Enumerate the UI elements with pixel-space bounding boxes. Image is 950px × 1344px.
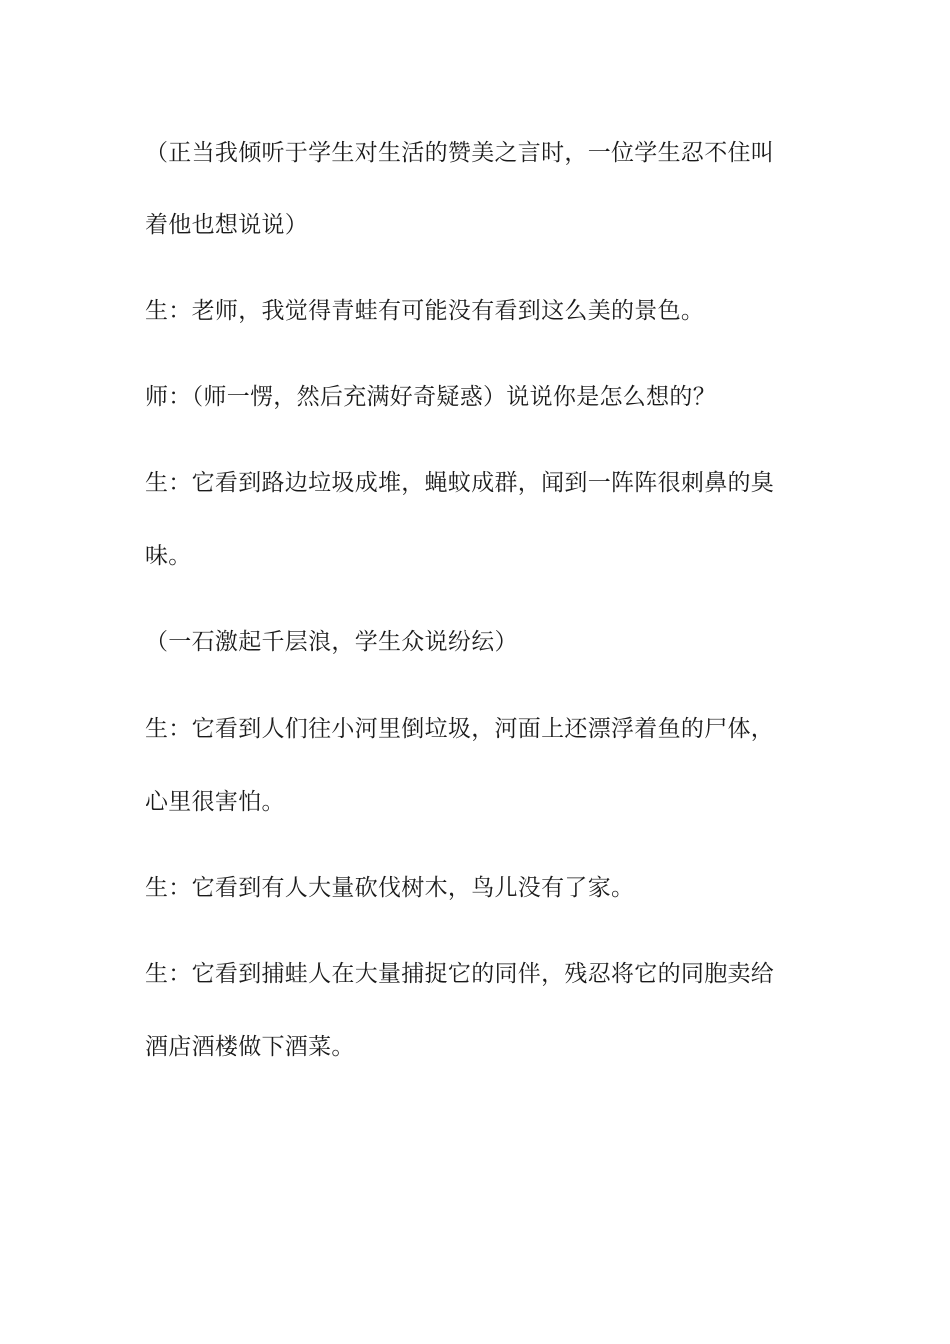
paragraph-2-line-1: 生：老师，我觉得青蛙有可能没有看到这么美的景色。 <box>145 298 705 324</box>
paragraph-6-line-2: 心里很害怕。 <box>145 789 285 815</box>
paragraph-3-line-1: 师：（师一愣，然后充满好奇疑惑）说说你是怎么想的？ <box>145 384 716 410</box>
paragraph-1-line-1: （正当我倾听于学生对生活的赞美之言时，一位学生忍不住叫 <box>145 140 775 166</box>
paragraph-4-line-1: 生：它看到路边垃圾成堆，蝇蚊成群，闻到一阵阵很刺鼻的臭 <box>145 470 775 496</box>
paragraph-1-line-2: 着他也想说说） <box>145 212 309 238</box>
paragraph-7-line-1: 生：它看到有人大量砍伐树木，鸟儿没有了家。 <box>145 875 635 901</box>
paragraph-8-line-2: 酒店酒楼做下酒菜。 <box>145 1034 355 1060</box>
paragraph-4-line-2: 味。 <box>145 543 192 569</box>
paragraph-6-line-1: 生：它看到人们往小河里倒垃圾，河面上还漂浮着鱼的尸体， <box>145 716 775 742</box>
paragraph-5-line-1: （一石激起千层浪，学生众说纷纭） <box>145 629 518 655</box>
paragraph-8-line-1: 生：它看到捕蛙人在大量捕捉它的同伴，残忍将它的同胞卖给 <box>145 961 775 987</box>
